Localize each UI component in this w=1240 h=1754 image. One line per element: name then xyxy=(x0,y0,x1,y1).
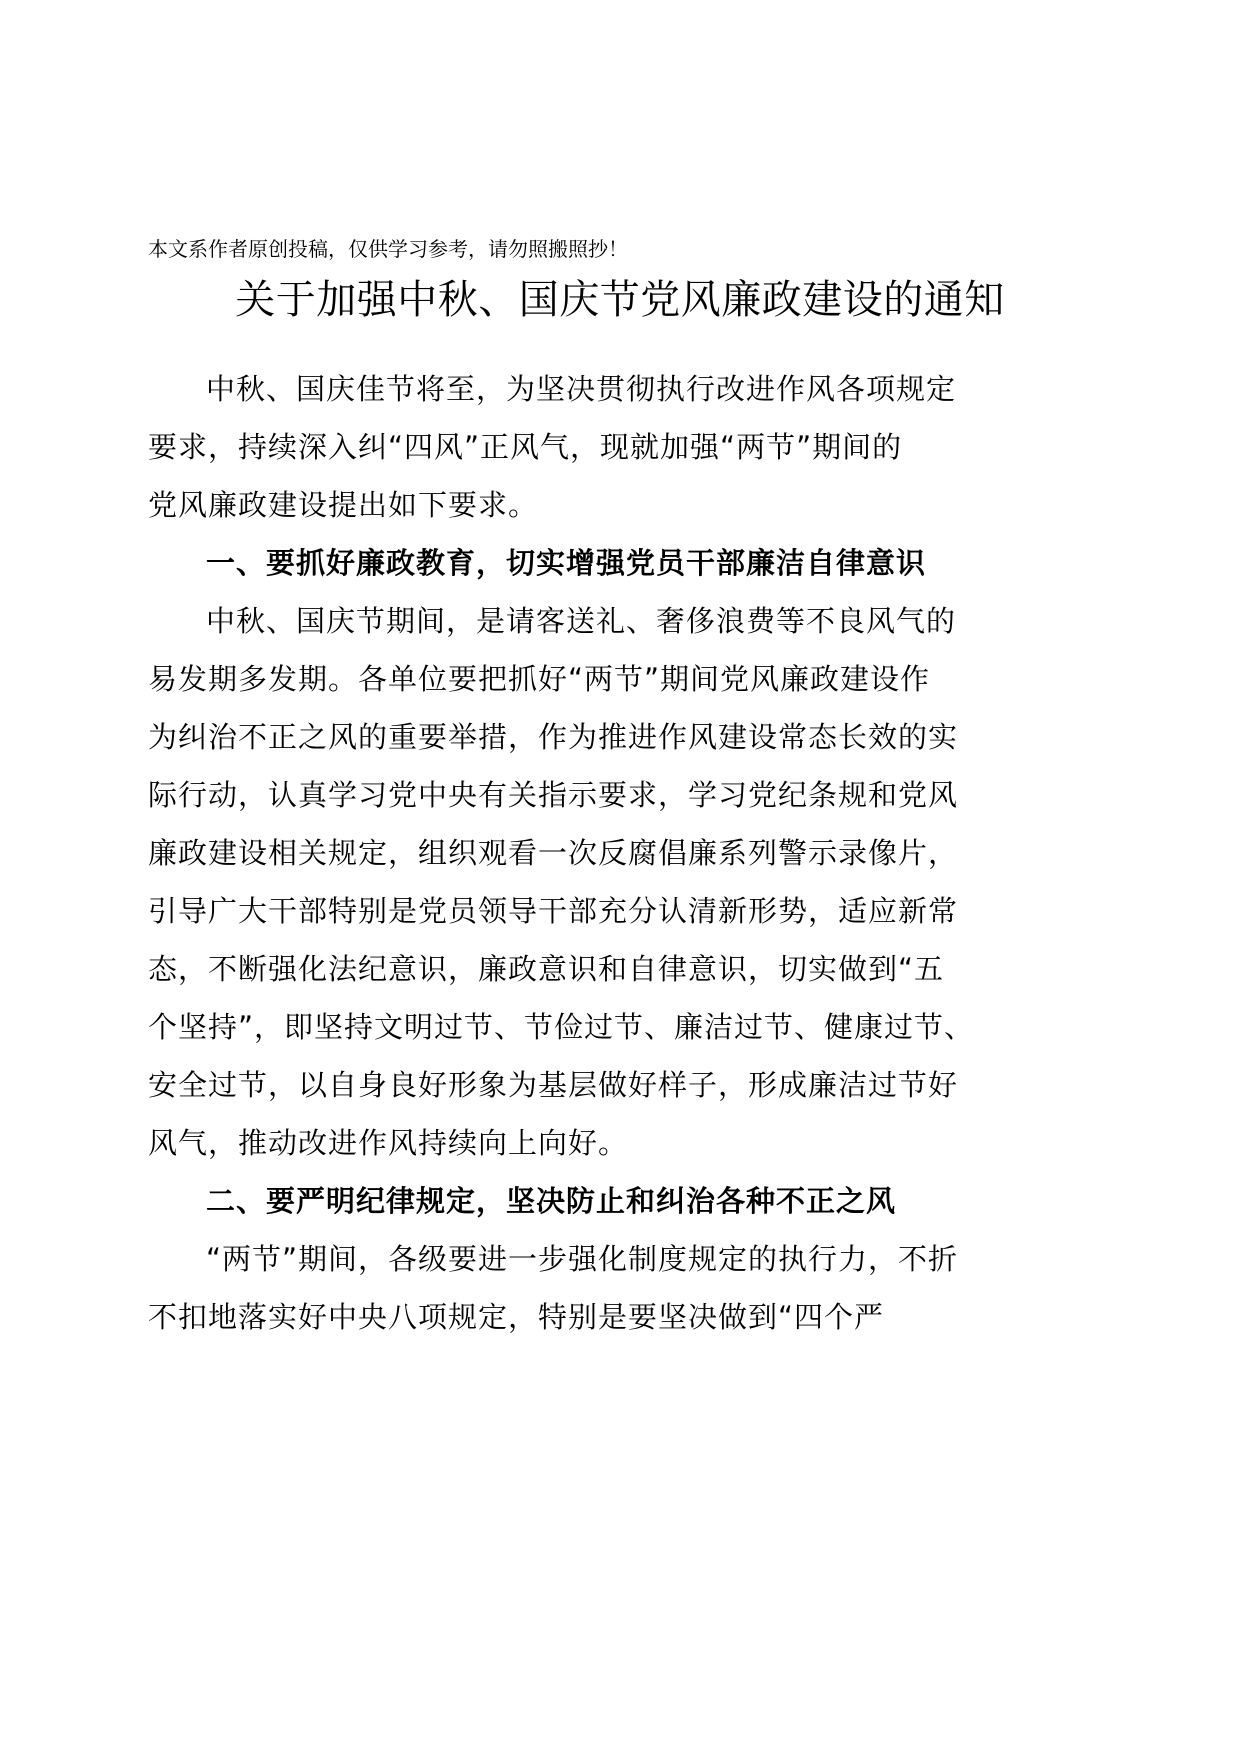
paragraph-line: 中秋、国庆节期间，是请客送礼、奢侈浪费等不良风气的 xyxy=(206,604,957,638)
paragraph-line: 安全过节，以自身良好形象为基层做好样子，形成廉洁过节好 xyxy=(148,1068,959,1102)
paragraph-line: 中秋、国庆佳节将至，为坚决贯彻执行改进作风各项规定 xyxy=(206,372,957,406)
section-heading-2: 二、要严明纪律规定，坚决防止和纠治各种不正之风 xyxy=(206,1184,897,1218)
document-body xyxy=(148,360,978,1346)
paragraph-line: 易发期多发期。各单位要把抓好“两节”期间党风廉政建设作 xyxy=(148,662,931,696)
disclaimer-note: 本文系作者原创投稿，仅供学习参考，请勿照搬照抄！ xyxy=(148,237,628,261)
section-heading-1: 一、要抓好廉政教育，切实增强党员干部廉洁自律意识 xyxy=(206,546,927,580)
paragraph-line: 廉政建设相关规定，组织观看一次反腐倡廉系列警示录像片， xyxy=(148,836,959,870)
paragraph-line: 态，不断强化法纪意识，廉政意识和自律意识，切实做到“五 xyxy=(148,952,945,986)
paragraph-line: 不扣地落实好中央八项规定，特别是要坚决做到“四个严 xyxy=(148,1300,885,1334)
paragraph-line: 个坚持”，即坚持文明过节、节俭过节、廉洁过节、健康过节、 xyxy=(148,1010,975,1044)
document-title: 关于加强中秋、国庆节党风廉政建设的通知 xyxy=(235,277,1005,323)
paragraph-line: 引导广大干部特别是党员领导干部充分认清新形势，适应新常 xyxy=(148,894,959,928)
paragraph-line: 为纠治不正之风的重要举措，作为推进作风建设常态长效的实 xyxy=(148,720,959,754)
paragraph-line: 党风廉政建设提出如下要求。 xyxy=(148,488,539,522)
paragraph-line: 风气，推动改进作风持续向上向好。 xyxy=(148,1126,629,1160)
paragraph-line: 际行动，认真学习党中央有关指示要求，学习党纪条规和党风 xyxy=(148,778,959,812)
paragraph-line: 要求，持续深入纠“四风”正风气，现就加强“两节”期间的 xyxy=(148,430,903,464)
paragraph-line: “两节”期间，各级要进一步强化制度规定的执行力，不折 xyxy=(206,1242,959,1276)
